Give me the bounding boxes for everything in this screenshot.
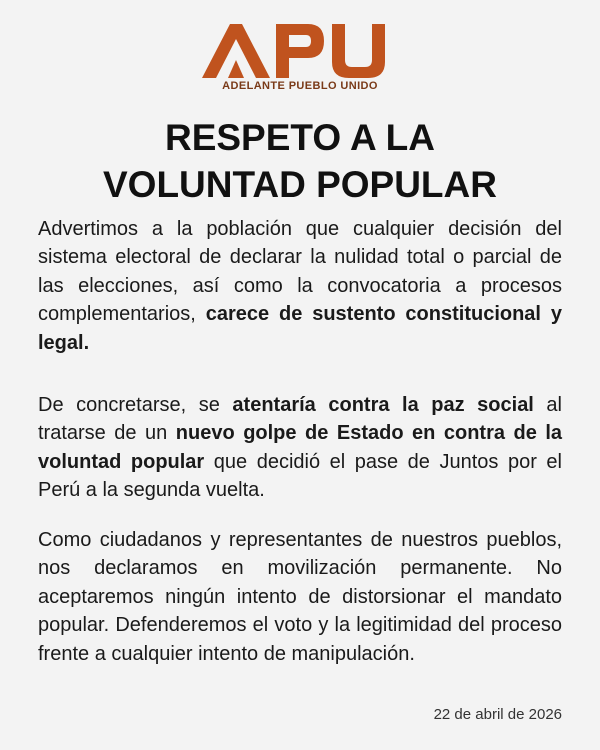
p2-bold-2: nuevo golpe de Estado en contra de la voluntad popular xyxy=(38,422,563,473)
logo-word xyxy=(0,50,600,51)
p2-text-1: De concretarse, se xyxy=(38,394,233,416)
page-title xyxy=(0,114,600,208)
title-line-2: VOLUNTAD POPULAR xyxy=(103,164,497,205)
p2-text-2: al tratarse de un xyxy=(38,394,562,445)
p1-text: Advertimos a la población que cualquier decisión del sistema electoral de declarar la nulidad total o parcial de las elecciones, así como la convocatoria a procesos complementarios, xyxy=(38,218,562,326)
logo-subtitle: ADELANTE PUEBLO UNIDO xyxy=(222,80,378,92)
apu-logo-mark xyxy=(200,22,400,82)
paragraph-warning xyxy=(38,215,562,357)
paragraph-consequence xyxy=(38,391,562,505)
p1-bold: carece de sustento constitucional y legal. xyxy=(38,303,562,354)
p2-text-3: que decidió el pase de Juntos por el Perú a la segunda vuelta. xyxy=(38,450,562,502)
p2-bold-1: atentaría contra la paz social xyxy=(232,394,534,416)
statement-date: 22 de abril de 2026 xyxy=(433,706,562,723)
title-line-1: RESPETO A LA xyxy=(164,117,435,158)
paragraph-mobilization: Como ciudadanos y representantes de nuestros pueblos, nos declaramos en movilización permanente. No aceptaremos ningún intento de distorsionar el mandato popular. Defenderemos el voto y la legitimidad del proceso frente a cualquier intento de manipulación. xyxy=(38,529,562,665)
